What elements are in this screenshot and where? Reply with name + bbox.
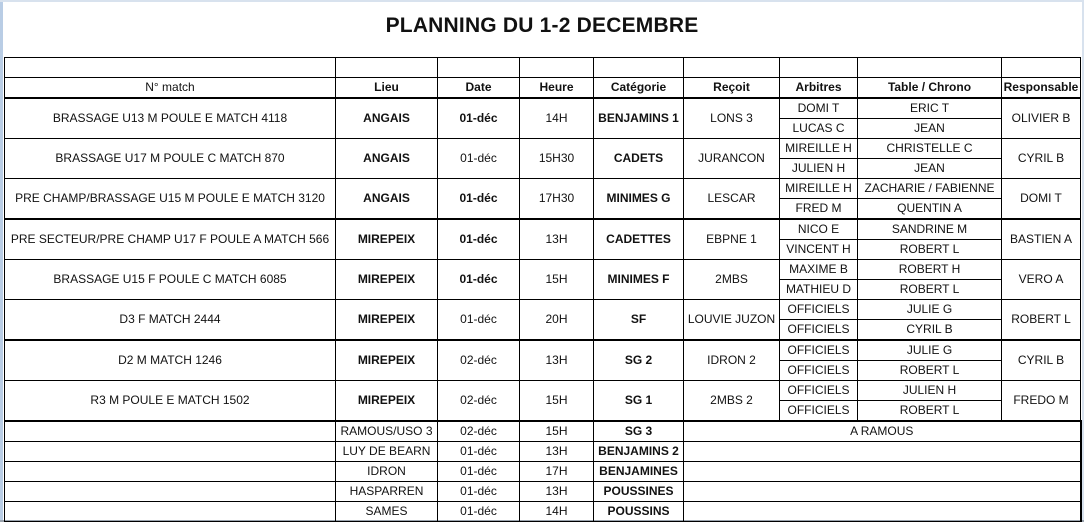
match-name[interactable]: PRE SECTEUR/PRE CHAMP U17 F POULE A MATCH 566: [5, 219, 336, 260]
date-cell[interactable]: 01-déc: [438, 179, 520, 220]
categorie-cell[interactable]: CADETS: [594, 139, 684, 179]
match-name[interactable]: R3 M POULE E MATCH 1502: [5, 381, 336, 422]
arbitre-cell[interactable]: LUCAS C: [780, 119, 858, 139]
header-arbitres[interactable]: Arbitres: [780, 78, 858, 99]
date-cell[interactable]: 01-déc: [438, 442, 520, 462]
header-recoit[interactable]: Reçoit: [684, 78, 780, 99]
cell[interactable]: [858, 58, 1002, 78]
arbitre-cell[interactable]: JULIEN H: [780, 159, 858, 179]
match-row: [5, 340, 1081, 361]
responsable-cell[interactable]: OLIVIER B: [1002, 98, 1081, 139]
planning-table: [4, 57, 1082, 522]
date-cell[interactable]: 01-déc: [438, 502, 520, 522]
date-cell[interactable]: 01-déc: [438, 482, 520, 502]
match-name[interactable]: PRE CHAMP/BRASSAGE U15 M POULE E MATCH 3120: [5, 179, 336, 220]
match-name[interactable]: D3 F MATCH 2444: [5, 300, 336, 341]
heure-cell[interactable]: 14H: [520, 502, 594, 522]
lieu-cell[interactable]: ANGAIS: [336, 98, 438, 139]
table-chrono-cell[interactable]: CYRIL B: [858, 320, 1002, 341]
lieu-cell[interactable]: HASPARREN: [336, 482, 438, 502]
cell[interactable]: [5, 421, 336, 442]
away-row: [5, 482, 1081, 502]
away-row: [5, 421, 1081, 442]
date-cell[interactable]: 02-déc: [438, 421, 520, 442]
table-chrono-cell[interactable]: ROBERT L: [858, 280, 1002, 300]
sheet-left-edge: [0, 0, 3, 522]
responsable-cell[interactable]: FREDO M: [1002, 381, 1081, 422]
arbitre-cell[interactable]: OFFICIELS: [780, 300, 858, 320]
arbitre-cell[interactable]: OFFICIELS: [780, 401, 858, 422]
table-chrono-cell[interactable]: ERIC T: [858, 98, 1002, 119]
arbitre-cell[interactable]: MIREILLE H: [780, 179, 858, 199]
match-name[interactable]: BRASSAGE U13 M POULE E MATCH 4118: [5, 98, 336, 139]
match-name[interactable]: D2 M MATCH 1246: [5, 340, 336, 381]
note-cell[interactable]: [684, 462, 1081, 482]
table-chrono-cell[interactable]: ROBERT H: [858, 260, 1002, 280]
heure-cell[interactable]: 13H: [520, 219, 594, 260]
cell[interactable]: [520, 58, 594, 78]
lieu-cell[interactable]: MIREPEIX: [336, 260, 438, 300]
cell[interactable]: [1002, 58, 1081, 78]
date-cell[interactable]: 02-déc: [438, 381, 520, 422]
table-chrono-cell[interactable]: QUENTIN A: [858, 199, 1002, 220]
heure-cell[interactable]: 17H30: [520, 179, 594, 220]
recoit-cell[interactable]: 2MBS: [684, 260, 780, 300]
arbitre-cell[interactable]: MIREILLE H: [780, 139, 858, 159]
categorie-cell[interactable]: SG 2: [594, 340, 684, 381]
note-cell[interactable]: [684, 442, 1081, 462]
categorie-cell[interactable]: BENJAMINES: [594, 462, 684, 482]
note-cell[interactable]: [684, 482, 1081, 502]
table-chrono-cell[interactable]: JEAN: [858, 119, 1002, 139]
match-name[interactable]: BRASSAGE U17 M POULE C MATCH 870: [5, 139, 336, 179]
table-chrono-cell[interactable]: ROBERT L: [858, 401, 1002, 422]
recoit-cell[interactable]: IDRON 2: [684, 340, 780, 381]
header-table-chrono[interactable]: Table / Chrono: [858, 78, 1002, 99]
heure-cell[interactable]: 15H30: [520, 139, 594, 179]
cell[interactable]: [594, 58, 684, 78]
away-row: [5, 442, 1081, 462]
match-row: [5, 260, 1081, 280]
recoit-cell[interactable]: 2MBS 2: [684, 381, 780, 422]
lieu-cell[interactable]: SAMES: [336, 502, 438, 522]
header-heure[interactable]: Heure: [520, 78, 594, 99]
header-match[interactable]: N° match: [5, 78, 336, 99]
arbitre-cell[interactable]: OFFICIELS: [780, 381, 858, 401]
date-cell[interactable]: 01-déc: [438, 462, 520, 482]
cell[interactable]: [684, 58, 780, 78]
match-row: [5, 98, 1081, 119]
cell[interactable]: [5, 462, 336, 482]
cell[interactable]: [5, 502, 336, 522]
categorie-cell[interactable]: BENJAMINS 1: [594, 98, 684, 139]
categorie-cell[interactable]: CADETTES: [594, 219, 684, 260]
heure-cell[interactable]: 15H: [520, 421, 594, 442]
cell[interactable]: [5, 482, 336, 502]
date-cell[interactable]: 01-déc: [438, 139, 520, 179]
responsable-cell[interactable]: VERO A: [1002, 260, 1081, 300]
away-row: [5, 502, 1081, 522]
heure-cell[interactable]: 14H: [520, 98, 594, 139]
cell[interactable]: [780, 58, 858, 78]
arbitre-cell[interactable]: OFFICIELS: [780, 340, 858, 361]
empty-row: [5, 58, 1081, 78]
responsable-cell[interactable]: CYRIL B: [1002, 340, 1081, 381]
match-row: [5, 179, 1081, 199]
table-chrono-cell[interactable]: ZACHARIE / FABIENNE: [858, 179, 1002, 199]
categorie-cell[interactable]: BENJAMINS 2: [594, 442, 684, 462]
categorie-cell[interactable]: POUSSINES: [594, 482, 684, 502]
cell[interactable]: [336, 58, 438, 78]
heure-cell[interactable]: 13H: [520, 340, 594, 381]
table-chrono-cell[interactable]: JULIE G: [858, 300, 1002, 320]
categorie-cell[interactable]: SG 3: [594, 421, 684, 442]
recoit-cell[interactable]: EBPNE 1: [684, 219, 780, 260]
table-chrono-cell[interactable]: JEAN: [858, 159, 1002, 179]
match-row: [5, 219, 1081, 240]
date-cell[interactable]: 01-déc: [438, 260, 520, 300]
arbitre-cell[interactable]: DOMI T: [780, 98, 858, 119]
heure-cell[interactable]: 15H: [520, 260, 594, 300]
heure-cell[interactable]: 13H: [520, 442, 594, 462]
match-row: [5, 139, 1081, 159]
table-chrono-cell[interactable]: CHRISTELLE C: [858, 139, 1002, 159]
categorie-cell[interactable]: MINIMES F: [594, 260, 684, 300]
lieu-cell[interactable]: RAMOUS/USO 3: [336, 421, 438, 442]
table-chrono-cell[interactable]: ROBERT L: [858, 240, 1002, 260]
match-row: [5, 300, 1081, 320]
responsable-cell[interactable]: BASTIEN A: [1002, 219, 1081, 260]
arbitre-cell[interactable]: MAXIME B: [780, 260, 858, 280]
page-title: PLANNING DU 1-2 DECEMBRE: [385, 14, 699, 37]
header-date[interactable]: Date: [438, 78, 520, 99]
recoit-cell[interactable]: JURANCON: [684, 139, 780, 179]
date-cell[interactable]: 01-déc: [438, 300, 520, 341]
heure-cell[interactable]: 15H: [520, 381, 594, 422]
recoit-cell[interactable]: LONS 3: [684, 98, 780, 139]
table-chrono-cell[interactable]: SANDRINE M: [858, 219, 1002, 240]
arbitre-cell[interactable]: OFFICIELS: [780, 320, 858, 341]
cell[interactable]: [438, 58, 520, 78]
categorie-cell[interactable]: MINIMES G: [594, 179, 684, 220]
arbitre-cell[interactable]: FRED M: [780, 199, 858, 220]
lieu-cell[interactable]: MIREPEIX: [336, 219, 438, 260]
header-lieu[interactable]: Lieu: [336, 78, 438, 99]
arbitre-cell[interactable]: NICO E: [780, 219, 858, 240]
lieu-cell[interactable]: MIREPEIX: [336, 300, 438, 341]
date-cell[interactable]: 01-déc: [438, 219, 520, 260]
lieu-cell[interactable]: IDRON: [336, 462, 438, 482]
match-name[interactable]: BRASSAGE U15 F POULE C MATCH 6085: [5, 260, 336, 300]
header-responsable[interactable]: Responsable: [1002, 78, 1081, 99]
recoit-cell[interactable]: LESCAR: [684, 179, 780, 220]
arbitre-cell[interactable]: OFFICIELS: [780, 361, 858, 381]
table-chrono-cell[interactable]: JULIE G: [858, 340, 1002, 361]
categorie-cell[interactable]: SF: [594, 300, 684, 341]
note-cell[interactable]: [684, 502, 1081, 522]
lieu-cell[interactable]: ANGAIS: [336, 179, 438, 220]
note-cell[interactable]: A RAMOUS: [684, 421, 1081, 442]
table-chrono-cell[interactable]: JULIEN H: [858, 381, 1002, 401]
header-row: [5, 78, 1081, 99]
heure-cell[interactable]: 20H: [520, 300, 594, 341]
match-row: [5, 381, 1081, 401]
arbitre-cell[interactable]: MATHIEU D: [780, 280, 858, 300]
categorie-cell[interactable]: SG 1: [594, 381, 684, 422]
heure-cell[interactable]: 13H: [520, 482, 594, 502]
heure-cell[interactable]: 17H: [520, 462, 594, 482]
responsable-cell[interactable]: DOMI T: [1002, 179, 1081, 220]
lieu-cell[interactable]: LUY DE BEARN: [336, 442, 438, 462]
categorie-cell[interactable]: POUSSINS: [594, 502, 684, 522]
header-categorie[interactable]: Catégorie: [594, 78, 684, 99]
away-row: [5, 462, 1081, 482]
sheet-top-edge: [0, 0, 1084, 2]
recoit-cell[interactable]: LOUVIE JUZON: [684, 300, 780, 341]
lieu-cell[interactable]: MIREPEIX: [336, 381, 438, 422]
cell[interactable]: [5, 58, 336, 78]
lieu-cell[interactable]: MIREPEIX: [336, 340, 438, 381]
responsable-cell[interactable]: ROBERT L: [1002, 300, 1081, 341]
date-cell[interactable]: 02-déc: [438, 340, 520, 381]
lieu-cell[interactable]: ANGAIS: [336, 139, 438, 179]
date-cell[interactable]: 01-déc: [438, 98, 520, 139]
responsable-cell[interactable]: CYRIL B: [1002, 139, 1081, 179]
cell[interactable]: [5, 442, 336, 462]
table-chrono-cell[interactable]: ROBERT L: [858, 361, 1002, 381]
arbitre-cell[interactable]: VINCENT H: [780, 240, 858, 260]
